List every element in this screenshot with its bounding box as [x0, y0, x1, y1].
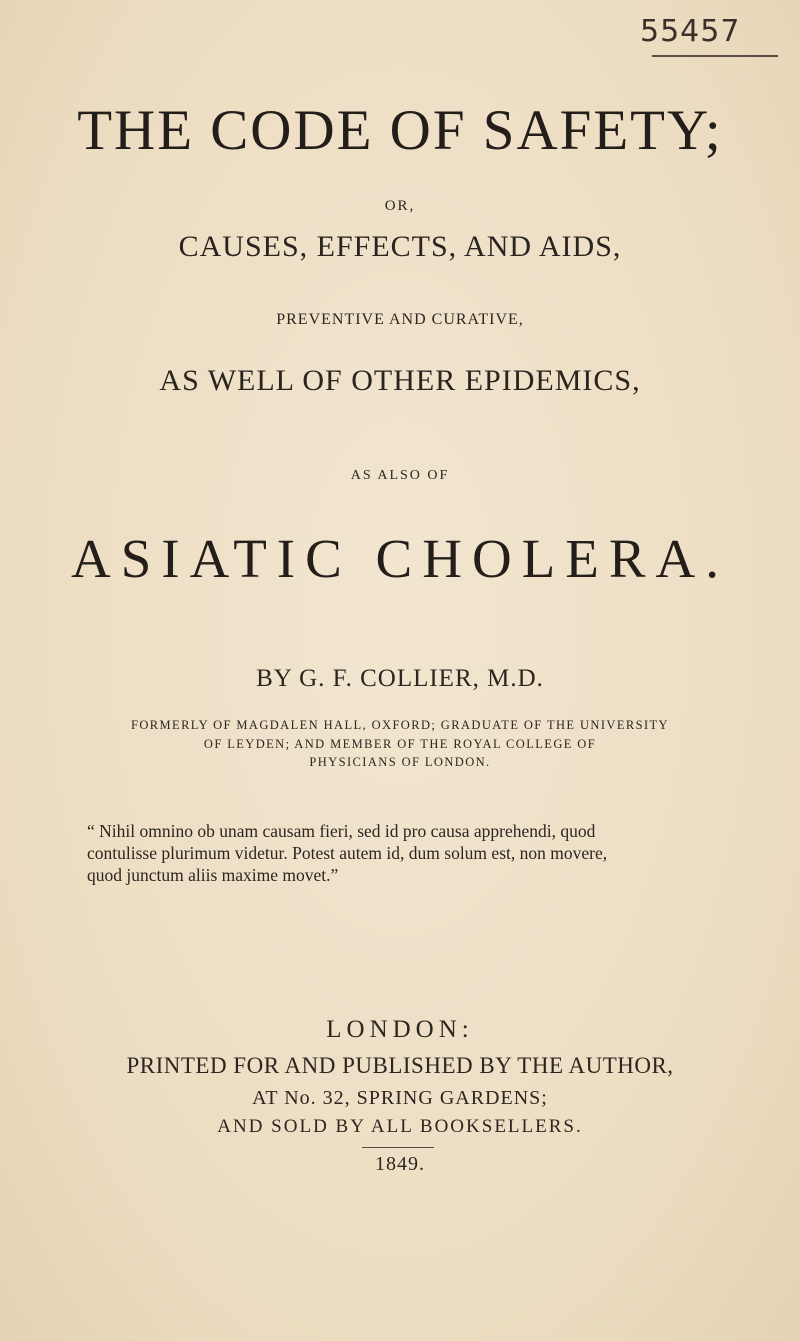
- latin-epigraph: [87, 820, 737, 886]
- epigraph-line: contulisse plurimum videtur. Potest autem id, dum solum est, non movere,: [87, 843, 608, 863]
- subtitle-cholera: ASIATIC CHOLERA.: [70, 528, 730, 589]
- epigraph-line: “ Nihil omnino ob unam causam fieri, sed id pro causa apprehendi, quod: [87, 821, 596, 841]
- imprint-printed: PRINTED FOR AND PUBLISHED BY THE AUTHOR,: [126, 1053, 674, 1078]
- year-divider: [362, 1147, 434, 1148]
- credentials-line: FORMERLY OF MAGDALEN HALL, OXFORD; GRADUATE OF THE UNIVERSITY: [131, 718, 669, 732]
- publication-year: 1849.: [375, 1153, 425, 1175]
- subtitle: CAUSES, EFFECTS, AND AIDS,: [178, 230, 622, 263]
- book-title: THE CODE OF SAFETY;: [77, 99, 723, 162]
- subtitle-preventive: PREVENTIVE AND CURATIVE,: [276, 311, 524, 328]
- imprint-city: LONDON:: [326, 1016, 474, 1043]
- shelfmark-underline: [652, 55, 778, 57]
- credentials-line: OF LEYDEN; AND MEMBER OF THE ROYAL COLLEGE OF: [203, 736, 597, 751]
- subtitle-other-epidemics: AS WELL OF OTHER EPIDEMICS,: [159, 364, 641, 397]
- as-also-connector: AS ALSO OF: [350, 468, 450, 483]
- credentials-line: PHYSICIANS OF LONDON.: [309, 755, 491, 769]
- library-shelfmark: 55457: [640, 14, 741, 49]
- imprint-address: AT No. 32, SPRING GARDENS;: [252, 1087, 548, 1109]
- epigraph-line: quod junctum aliis maxime movet.”: [87, 865, 339, 885]
- or-connector: OR,: [384, 198, 416, 214]
- imprint-sold: AND SOLD BY ALL BOOKSELLERS.: [217, 1116, 583, 1137]
- author-credentials: [0, 716, 800, 772]
- author-line: BY G. F. COLLIER, M.D.: [256, 665, 544, 692]
